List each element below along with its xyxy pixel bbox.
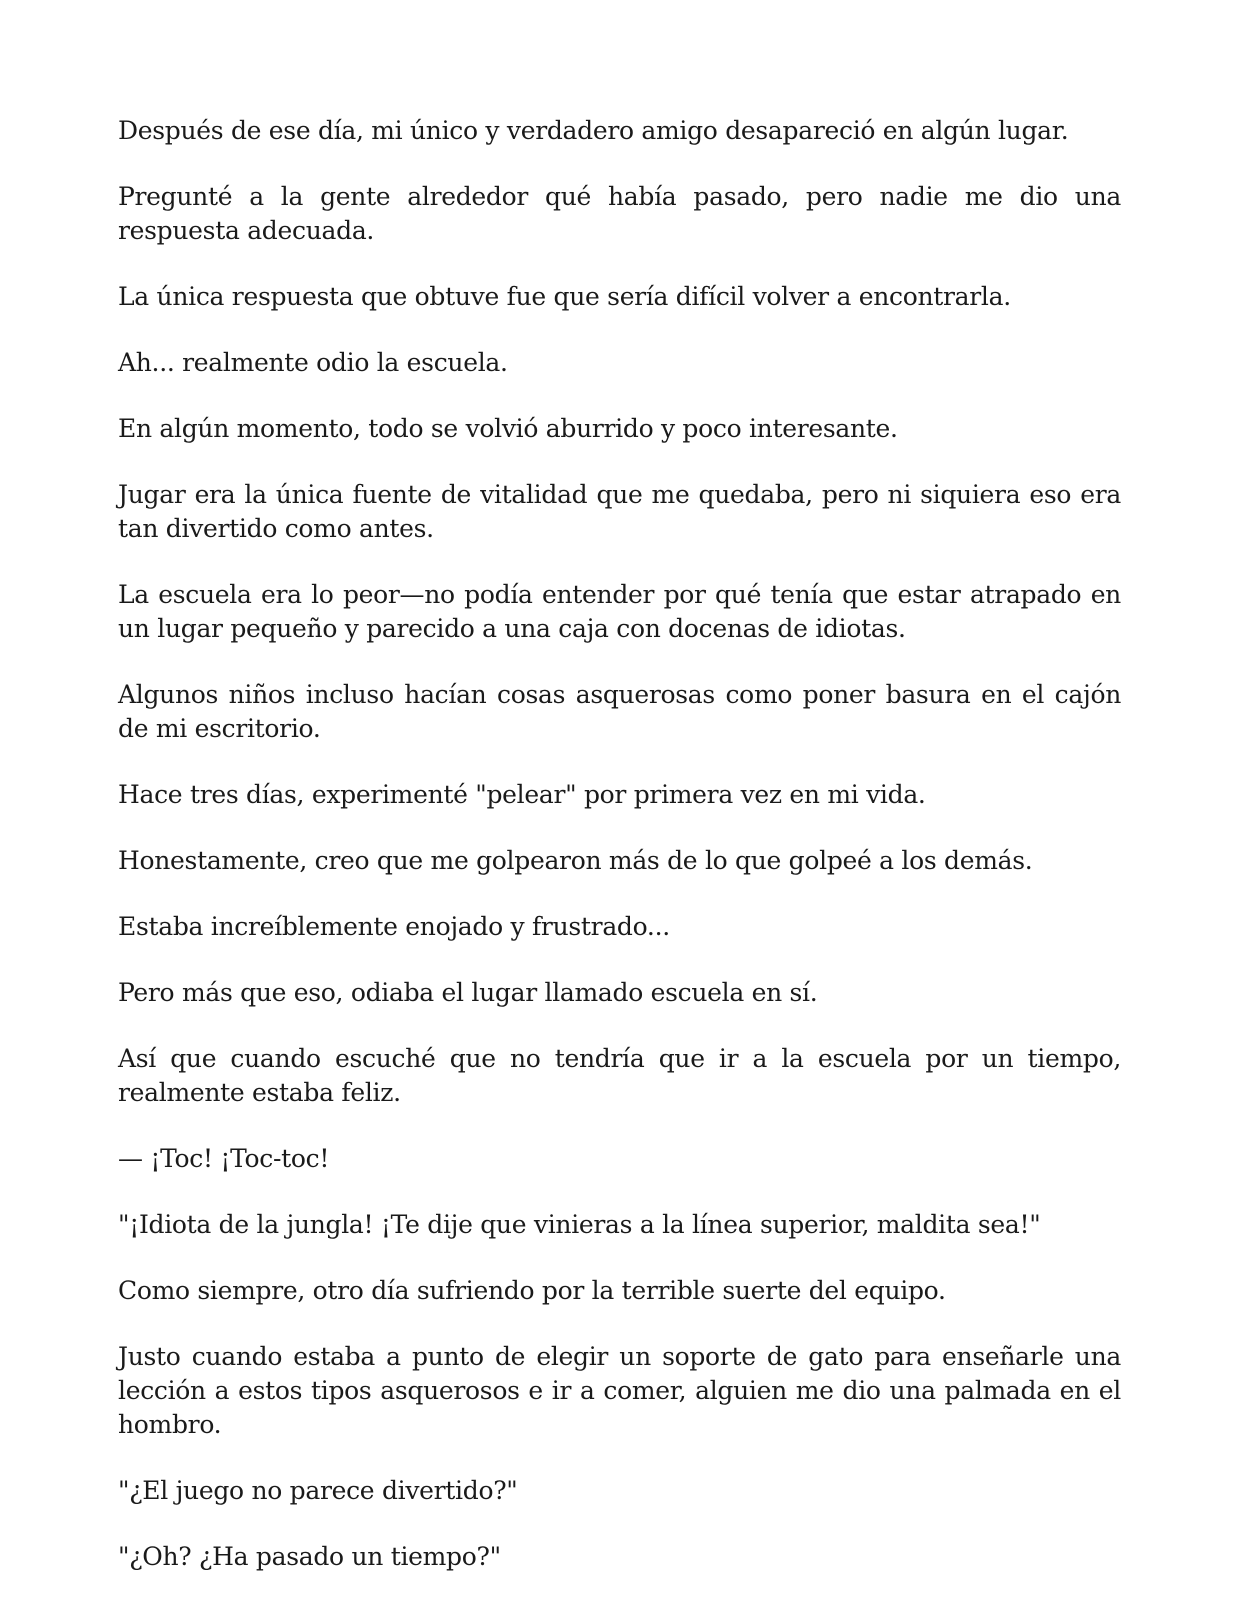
paragraph: Pregunté a la gente alrededor qué había pasado, pero nadie me dio una respuesta adecuada. [118, 182, 1121, 245]
paragraph: Estaba increíblemente enojado y frustrado... [118, 912, 670, 941]
paragraph: "¿Oh? ¿Ha pasado un tiempo?" [118, 1542, 501, 1571]
paragraph: La única respuesta que obtuve fue que sería difícil volver a encontrarla. [118, 282, 1011, 311]
paragraph: — ¡Toc! ¡Toc-toc! [118, 1144, 330, 1173]
paragraph: En algún momento, todo se volvió aburrido y poco interesante. [118, 414, 898, 443]
paragraph: Ah... realmente odio la escuela. [118, 348, 508, 377]
document-body [118, 114, 1121, 1606]
paragraph: Justo cuando estaba a punto de elegir un soporte de gato para enseñarle una lección a estos tipos asquerosos e ir a comer, alguien me dio una palmada en el hombro. [118, 1342, 1121, 1439]
paragraph: La escuela era lo peor—no podía entender por qué tenía que estar atrapado en un lugar pequeño y parecido a una caja con docenas de idiotas. [118, 580, 1121, 643]
paragraph: Después de ese día, mi único y verdadero amigo desapareció en algún lugar. [118, 116, 1069, 145]
paragraph: Pero más que eso, odiaba el lugar llamado escuela en sí. [118, 978, 818, 1007]
paragraph: Así que cuando escuché que no tendría que ir a la escuela por un tiempo, realmente estaba feliz. [118, 1044, 1121, 1107]
paragraph: Hace tres días, experimenté "pelear" por primera vez en mi vida. [118, 780, 926, 809]
paragraph: Algunos niños incluso hacían cosas asquerosas como poner basura en el cajón de mi escritorio. [118, 680, 1121, 743]
paragraph: "¡Idiota de la jungla! ¡Te dije que vinieras a la línea superior, maldita sea!" [118, 1210, 1041, 1239]
paragraph: Como siempre, otro día sufriendo por la terrible suerte del equipo. [118, 1276, 946, 1305]
paragraph: "¿El juego no parece divertido?" [118, 1476, 518, 1505]
paragraph: Honestamente, creo que me golpearon más de lo que golpeé a los demás. [118, 846, 1033, 875]
paragraph: Jugar era la única fuente de vitalidad que me quedaba, pero ni siquiera eso era tan divertido como antes. [118, 480, 1121, 543]
